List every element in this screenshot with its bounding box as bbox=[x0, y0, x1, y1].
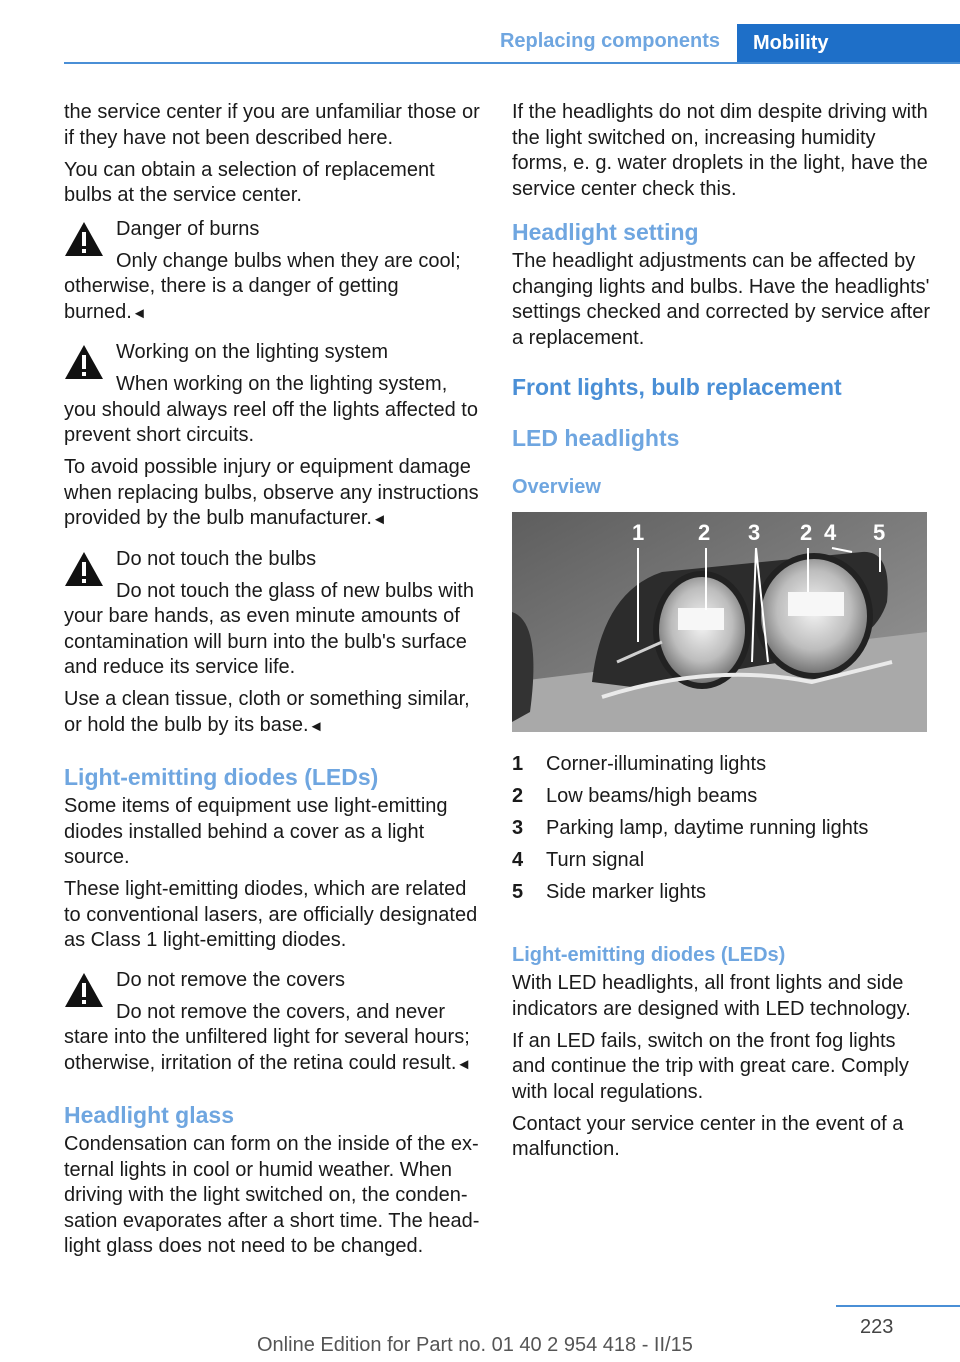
warning-lighting-system bbox=[64, 340, 482, 449]
legend-item bbox=[512, 844, 930, 876]
heading-front-lights: Front lights, bulb replacement bbox=[512, 374, 842, 400]
header-chapter-tab: Mobility bbox=[737, 24, 960, 64]
callout-label: 1 bbox=[632, 520, 645, 545]
legend-item bbox=[512, 812, 930, 844]
paragraph: To avoid possible injury or equipment damage when replacing bulbs, observe any instructions provided by the bulb manufacturer. bbox=[64, 456, 479, 529]
heading-led-headlights: LED headlights bbox=[512, 425, 680, 451]
warning-title: Danger of burns bbox=[116, 217, 260, 240]
end-mark: ◄ bbox=[131, 304, 147, 322]
callout-label: 4 bbox=[824, 520, 837, 545]
legend-text: Parking lamp, daytime running lights bbox=[546, 817, 869, 839]
heading-overview: Overview bbox=[512, 476, 601, 498]
callout-label: 3 bbox=[748, 520, 761, 545]
legend-item bbox=[512, 876, 930, 908]
paragraph: Contact your service center in the event of a malfunction. bbox=[512, 1112, 904, 1160]
warning-title: Working on the lighting system bbox=[116, 341, 388, 363]
heading-leds: Light-emitting diodes (LEDs) bbox=[64, 764, 379, 790]
footer-edition: Online Edition for Part no. 01 40 2 954 418 - II/15 bbox=[257, 1334, 693, 1356]
warning-triangle-icon bbox=[64, 221, 104, 257]
warning-title: Do not remove the covers bbox=[116, 968, 345, 991]
heading-headlight-glass: Headlight glass bbox=[64, 1102, 234, 1128]
end-mark: ◄ bbox=[308, 717, 324, 735]
paragraph: Use a clean tissue, cloth or something similar, or hold the bulb by its base. bbox=[64, 688, 470, 736]
warning-body: Do not touch the glass of new bulbs with your bare hands, as even minute amounts of contamination will burn into the bulb's surface and reduce its service life. bbox=[64, 579, 474, 678]
warning-burns bbox=[64, 217, 482, 327]
paragraph: If the headlights do not dim despite driving with the light switched on, increasing humidity forms, e. g. water droplets in the light, have the service center check this. bbox=[512, 101, 928, 200]
warning-touch-bulbs bbox=[64, 547, 482, 681]
paragraph: Condensation can form on the inside of the external lights in cool or humid weather. When driving with the light switched on, the condensation evaporates after a short time. The headlight glass does not need to be changed. bbox=[64, 1133, 480, 1257]
legend-item bbox=[512, 780, 930, 812]
left-column bbox=[64, 100, 482, 1266]
header-section-title: Replacing components bbox=[499, 30, 720, 52]
legend-number: 4 bbox=[512, 849, 524, 871]
legend-item bbox=[512, 748, 930, 780]
warning-body: Do not remove the covers, and never stare into the unfiltered light for several hours; otherwise, irritation of the retina could result. bbox=[64, 1000, 470, 1074]
legend-text: Corner-illuminating lights bbox=[546, 753, 767, 775]
right-column bbox=[512, 100, 930, 1169]
warning-triangle-icon bbox=[64, 344, 104, 380]
callout-label: 2 bbox=[800, 520, 813, 545]
legend-number: 2 bbox=[512, 785, 524, 807]
footer-rule bbox=[836, 1305, 960, 1307]
headlight-figure bbox=[512, 512, 927, 732]
warning-title: Do not touch the bulbs bbox=[116, 547, 317, 570]
callout-label: 5 bbox=[873, 520, 886, 545]
legend-list bbox=[512, 748, 930, 908]
paragraph: If an LED fails, switch on the front fog lights and continue the trip with great care. Comply with local regulations. bbox=[512, 1029, 909, 1103]
heading-headlight-setting: Headlight setting bbox=[512, 219, 699, 245]
legend-text: Low beams/high beams bbox=[546, 785, 758, 807]
legend-text: Turn signal bbox=[546, 849, 645, 871]
end-mark: ◄ bbox=[456, 1055, 472, 1073]
paragraph: These light-emitting diodes, which are related to conventional lasers, are officially designated as Class 1 light-emitting diodes. bbox=[64, 878, 478, 951]
heading-leds-2: Light-emitting diodes (LEDs) bbox=[512, 944, 786, 966]
paragraph: You can obtain a selection of replacement bulbs at the service center. bbox=[64, 158, 435, 206]
warning-triangle-icon bbox=[64, 551, 104, 587]
header-rule bbox=[64, 62, 960, 64]
page-number: 223 bbox=[860, 1316, 894, 1338]
legend-number: 5 bbox=[512, 881, 524, 903]
legend-text: Side marker lights bbox=[546, 881, 707, 903]
paragraph: With LED headlights, all front lights and side indicators are designed with LED technology. bbox=[512, 972, 911, 1020]
paragraph: Some items of equipment use light-emitting diodes installed behind a cover as a light source. bbox=[64, 795, 448, 868]
warning-triangle-icon bbox=[64, 972, 104, 1008]
paragraph: the service center if you are unfamiliar those or if they have not been described here. bbox=[64, 101, 480, 149]
warning-body: Only change bulbs when they are cool; otherwise, there is a danger of getting burned. bbox=[64, 249, 461, 323]
end-mark: ◄ bbox=[371, 511, 387, 528]
warning-covers bbox=[64, 968, 482, 1078]
warning-body: When working on the lighting system, you should always reel off the lights affected to prevent short circuits. bbox=[64, 373, 478, 446]
callout-label: 2 bbox=[698, 520, 711, 545]
paragraph: The headlight adjustments can be affected by changing lights and bulbs. Have the headlights' settings checked and corrected by service after a replacement. bbox=[512, 250, 930, 349]
legend-number: 1 bbox=[512, 753, 524, 775]
callout-lines bbox=[512, 512, 927, 732]
legend-number: 3 bbox=[512, 817, 524, 839]
